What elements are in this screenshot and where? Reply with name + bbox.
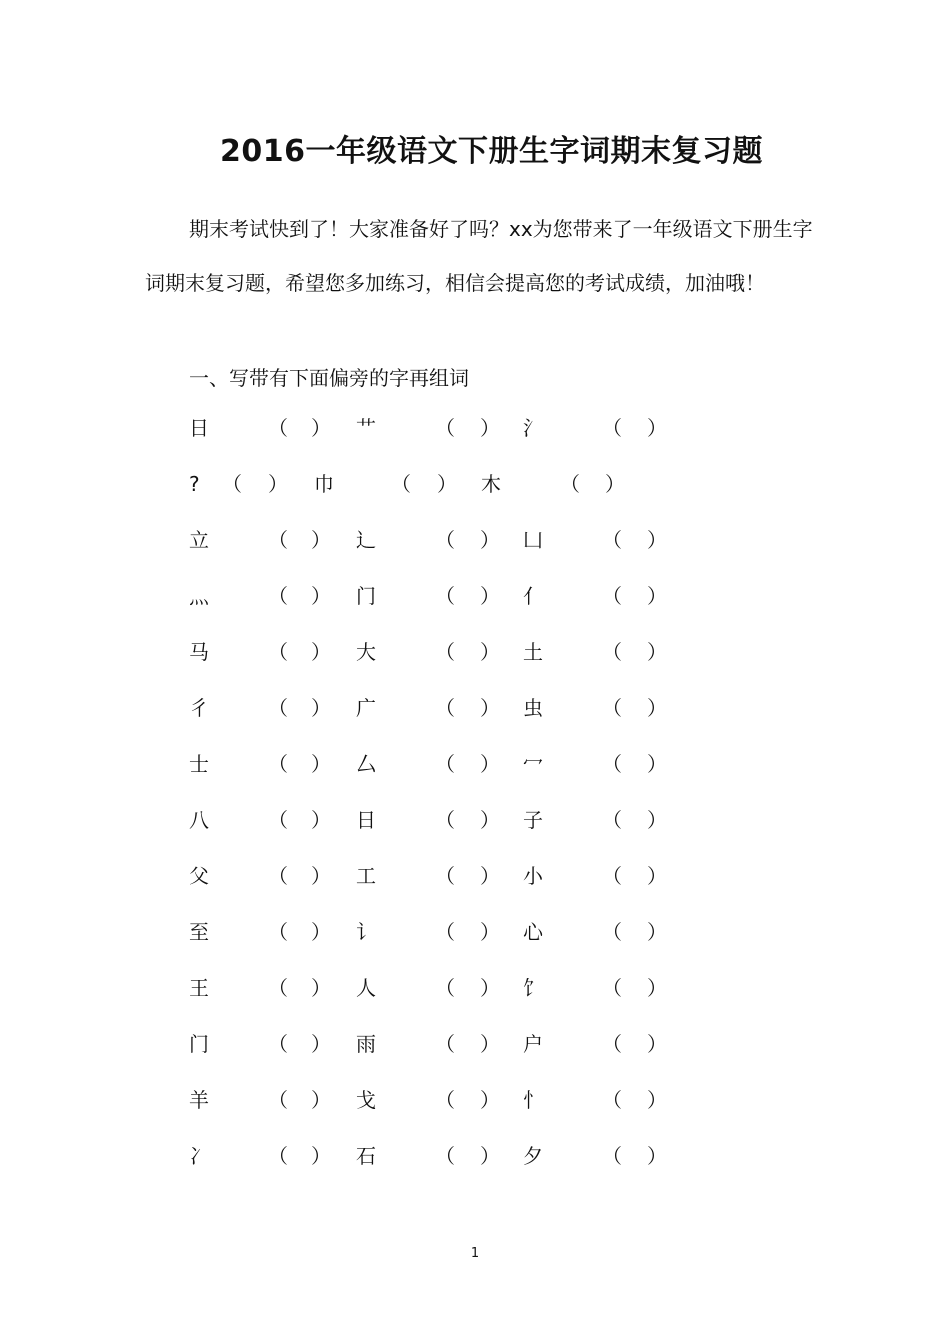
paren-close: ）	[647, 1088, 667, 1112]
paren-open: （	[268, 808, 288, 832]
radical: 巾	[314, 472, 334, 496]
radical: 虫	[523, 696, 543, 720]
radical-row	[0, 688, 950, 744]
radical: 石	[356, 1144, 376, 1168]
radical-row	[0, 1136, 950, 1192]
paren-open: （	[268, 696, 288, 720]
paren-close: ）	[647, 976, 667, 1000]
radical: 马	[189, 640, 209, 664]
radical: 羊	[189, 1088, 209, 1112]
paren-open: （	[602, 864, 622, 888]
radical-row	[0, 1080, 950, 1136]
paren-close: ）	[480, 1088, 500, 1112]
radical: 人	[356, 976, 376, 1000]
paren-open: （	[435, 1144, 455, 1168]
paren-close: ）	[647, 584, 667, 608]
radical: 立	[189, 528, 209, 552]
paren-close: ）	[480, 640, 500, 664]
radical: 饣	[523, 976, 543, 1000]
radical: 辶	[356, 528, 376, 552]
radical: 讠	[356, 920, 376, 944]
paren-close: ）	[480, 1032, 500, 1056]
paren-open: （	[268, 752, 288, 776]
paren-close: ）	[311, 416, 331, 440]
radical: 日	[189, 416, 209, 440]
paren-open: （	[268, 640, 288, 664]
paren-open: （	[222, 472, 242, 496]
paren-close: ）	[311, 920, 331, 944]
paren-close: ）	[311, 752, 331, 776]
paren-close: ）	[480, 920, 500, 944]
paren-close: ）	[647, 864, 667, 888]
radical: 彳	[189, 696, 209, 720]
radical: 大	[356, 640, 376, 664]
paren-open: （	[602, 1032, 622, 1056]
radical: 夕	[523, 1144, 543, 1168]
radical: 父	[189, 864, 209, 888]
paren-open: （	[268, 1144, 288, 1168]
radical-row	[0, 968, 950, 1024]
radical-row	[0, 408, 950, 464]
paren-open: （	[268, 920, 288, 944]
radical-row	[0, 800, 950, 856]
paren-close: ）	[480, 1144, 500, 1168]
paren-open: （	[602, 528, 622, 552]
radical-row	[0, 744, 950, 800]
paren-open: （	[268, 1032, 288, 1056]
paren-close: ）	[311, 640, 331, 664]
radical: 冖	[523, 752, 543, 776]
paren-open: （	[602, 808, 622, 832]
paren-open: （	[602, 976, 622, 1000]
radical: 王	[189, 976, 209, 1000]
paren-close: ）	[311, 864, 331, 888]
radical: 灬	[189, 584, 209, 608]
paren-close: ）	[647, 640, 667, 664]
paren-open: （	[435, 696, 455, 720]
paren-close: ）	[311, 808, 331, 832]
paren-open: （	[268, 864, 288, 888]
paren-open: （	[602, 920, 622, 944]
paren-close: ）	[647, 696, 667, 720]
paren-close: ）	[647, 752, 667, 776]
paren-close: ）	[268, 472, 288, 496]
paren-close: ）	[311, 696, 331, 720]
document-title: 2016一年级语文下册生字词期末复习题	[220, 134, 763, 169]
paren-open: （	[602, 584, 622, 608]
paren-open: （	[602, 752, 622, 776]
radical: 冫	[189, 1144, 209, 1168]
paren-open: （	[435, 584, 455, 608]
paren-close: ）	[311, 1032, 331, 1056]
radical: 氵	[523, 416, 543, 440]
radical-row	[0, 464, 950, 520]
paren-close: ）	[605, 472, 625, 496]
radical-row	[0, 912, 950, 968]
paren-close: ）	[480, 976, 500, 1000]
paren-close: ）	[480, 528, 500, 552]
radical-row	[0, 576, 950, 632]
paren-open: （	[602, 640, 622, 664]
paren-close: ）	[480, 584, 500, 608]
radical: 忄	[523, 1088, 543, 1112]
radical: 子	[523, 808, 543, 832]
paren-open: （	[435, 1088, 455, 1112]
radical-row	[0, 856, 950, 912]
paren-close: ）	[647, 1144, 667, 1168]
paren-open: （	[602, 416, 622, 440]
paren-open: （	[268, 528, 288, 552]
radical: 八	[189, 808, 209, 832]
radical: 工	[356, 864, 376, 888]
radical-row	[0, 632, 950, 688]
paren-close: ）	[647, 920, 667, 944]
paren-open: （	[602, 1144, 622, 1168]
radical-grid	[0, 408, 950, 1192]
radical: 亻	[523, 584, 543, 608]
paren-close: ）	[480, 752, 500, 776]
radical: 戈	[356, 1088, 376, 1112]
paren-close: ）	[480, 808, 500, 832]
radical-row	[0, 1024, 950, 1080]
radical: 心	[523, 920, 543, 944]
radical: 门	[356, 584, 376, 608]
radical: 厶	[356, 752, 376, 776]
radical: 门	[189, 1032, 209, 1056]
paren-open: （	[268, 584, 288, 608]
radical: 户	[523, 1032, 543, 1056]
paren-open: （	[435, 808, 455, 832]
section-heading: 一、写带有下面偏旁的字再组词	[189, 366, 469, 390]
intro-paragraph: 期末考试快到了！大家准备好了吗？xx为您带来了一年级语文下册生字词期末复习题，希望您多加练习，相信会提高您的考试成绩，加油哦！	[145, 217, 813, 295]
paren-open: （	[268, 1088, 288, 1112]
radical: 士	[189, 752, 209, 776]
paren-close: ）	[311, 584, 331, 608]
radical: 木	[481, 472, 501, 496]
paren-open: （	[435, 752, 455, 776]
paren-close: ）	[647, 416, 667, 440]
paren-open: （	[435, 528, 455, 552]
radical-row	[0, 520, 950, 576]
page-number: 1	[470, 1246, 480, 1261]
paren-close: ）	[311, 976, 331, 1000]
paren-open: （	[435, 920, 455, 944]
radical: 广	[356, 696, 376, 720]
paren-open: （	[602, 1088, 622, 1112]
paren-open: （	[560, 472, 580, 496]
paren-close: ）	[647, 528, 667, 552]
paren-close: ）	[437, 472, 457, 496]
radical: 艹	[356, 416, 376, 440]
radical: 凵	[523, 528, 543, 552]
paren-open: （	[268, 976, 288, 1000]
paren-close: ）	[647, 808, 667, 832]
paren-open: （	[435, 640, 455, 664]
radical: 雨	[356, 1032, 376, 1056]
paren-close: ）	[480, 864, 500, 888]
paren-open: （	[391, 472, 411, 496]
paren-open: （	[435, 976, 455, 1000]
paren-close: ）	[311, 1088, 331, 1112]
paren-open: （	[602, 696, 622, 720]
radical: 土	[523, 640, 543, 664]
paren-open: （	[435, 864, 455, 888]
paren-open: （	[435, 416, 455, 440]
paren-close: ）	[311, 1144, 331, 1168]
paren-close: ）	[480, 416, 500, 440]
paren-close: ）	[480, 696, 500, 720]
paren-open: （	[435, 1032, 455, 1056]
paren-open: （	[268, 416, 288, 440]
paren-close: ）	[647, 1032, 667, 1056]
radical: 日	[356, 808, 376, 832]
radical: 至	[189, 920, 209, 944]
radical: 小	[523, 864, 543, 888]
paren-close: ）	[311, 528, 331, 552]
radical: ?	[189, 472, 200, 496]
